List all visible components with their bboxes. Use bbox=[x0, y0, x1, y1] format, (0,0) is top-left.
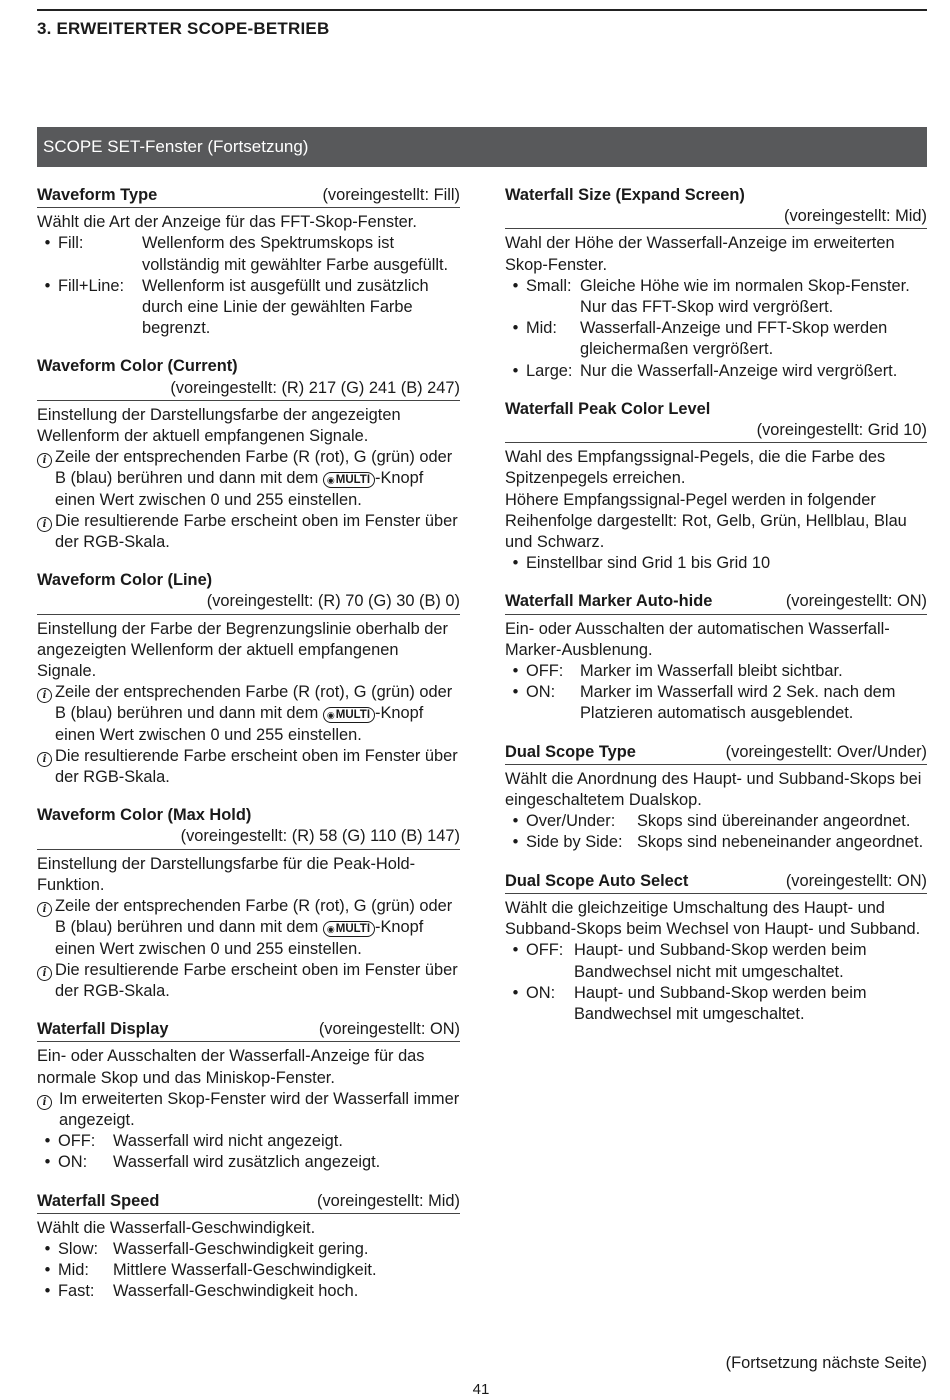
section-heading bbox=[505, 185, 927, 229]
top-rule bbox=[37, 9, 927, 11]
page-number: 41 bbox=[472, 1381, 490, 1398]
section-banner bbox=[37, 127, 927, 167]
info-icon: i bbox=[37, 752, 52, 767]
bullet-icon: • bbox=[512, 812, 519, 831]
note-text: Im erweiterten Skop-Fenster wird der Wasserfall immer angezeigt. bbox=[59, 1089, 460, 1129]
section-peak-color bbox=[505, 399, 927, 575]
list-item bbox=[505, 811, 927, 832]
item-text: Skops sind nebeneinander angeordnet. bbox=[637, 833, 924, 852]
banner-title: SCOPE SET-Fenster (Fortsetzung) bbox=[43, 137, 309, 156]
item-key: Slow: bbox=[58, 1239, 99, 1258]
item-text: Wasserfall-Geschwindigkeit gering. bbox=[113, 1239, 369, 1258]
item-text: Wellenform ist ausgefüllt und zusätzlich durch eine Linie der gewählten Farbe begrenzt. bbox=[142, 276, 429, 338]
section-title: Dual Scope Type bbox=[505, 742, 636, 761]
note-item bbox=[37, 960, 460, 1002]
list-item bbox=[37, 1239, 460, 1260]
section-title: Waterfall Peak Color Level bbox=[505, 399, 711, 418]
section-title: Waterfall Marker Auto-hide bbox=[505, 592, 713, 611]
note-text: Die resultierende Farbe erscheint oben im Fenster über der RGB-Skala. bbox=[55, 746, 458, 787]
list-item bbox=[37, 233, 460, 275]
section-title: Dual Scope Auto Select bbox=[505, 871, 689, 890]
section-default: (voreingestellt: (R) 70 (G) 30 (B) 0) bbox=[206, 592, 460, 611]
list-item bbox=[505, 276, 927, 318]
multi-label: MULTI bbox=[335, 923, 371, 936]
section-heading bbox=[505, 871, 927, 894]
section-description: Einstellung der Farbe der Begrenzungslinie oberhalb der angezeigten Wellenform der aktuell empfangenen Signale. bbox=[37, 619, 448, 681]
section-title: Waterfall Size (Expand Screen) bbox=[505, 186, 745, 204]
section-dual-type bbox=[505, 742, 927, 854]
section-waterfall-speed bbox=[37, 1191, 460, 1303]
section-description: Wahl des Empfangssignal-Pegels, die die Farbe des Spitzenpegels erreichen. bbox=[505, 448, 886, 488]
section-description: Wahl der Höhe der Wasserfall-Anzeige im erweiterten Skop-Fenster. bbox=[505, 234, 895, 274]
note-text: -Knopf einen Wert zwischen 0 und 255 einstellen. bbox=[55, 704, 424, 744]
list-item bbox=[505, 983, 927, 1025]
section-description: Ein- oder Ausschalten der Wasserfall-Anzeige für das normale Skop und das Miniskop-Fenster. bbox=[37, 1047, 425, 1087]
section-title: Waterfall Display bbox=[37, 1020, 169, 1039]
section-heading bbox=[37, 805, 460, 849]
section-description: Wählt die Wasserfall-Geschwindigkeit. bbox=[37, 1218, 316, 1237]
bullet-icon: • bbox=[44, 1261, 51, 1280]
list-item bbox=[505, 553, 927, 574]
item-text: Haupt- und Subband-Skop werden beim Bandwechsel nicht mit umgeschaltet. bbox=[574, 941, 867, 981]
note-item bbox=[37, 746, 460, 788]
section-title: Waveform Color (Max Hold) bbox=[37, 806, 252, 825]
item-key: Mid: bbox=[526, 319, 557, 338]
info-icon: i bbox=[37, 902, 52, 917]
item-key: Over/Under: bbox=[526, 812, 616, 831]
left-column bbox=[37, 185, 460, 1320]
list-item bbox=[37, 1281, 460, 1302]
note-item bbox=[37, 1089, 460, 1131]
section-dual-auto bbox=[505, 871, 927, 1025]
section-description: Wählt die gleichzeitige Umschaltung des Haupt- und Subband-Skops beim Wechsel von Haupt- und Subband. bbox=[505, 898, 921, 939]
list-item bbox=[37, 1152, 460, 1173]
item-text: Wasserfall wird zusätzlich angezeigt. bbox=[113, 1153, 381, 1172]
section-default: (voreingestellt: Mid) bbox=[783, 207, 927, 226]
section-waterfall-size bbox=[505, 185, 927, 382]
item-text: Skops sind übereinander angeordnet. bbox=[637, 812, 911, 831]
list-item bbox=[505, 940, 927, 982]
bullet-icon: • bbox=[512, 276, 519, 295]
note-item bbox=[37, 447, 460, 511]
section-color-maxhold bbox=[37, 805, 460, 1002]
bullet-icon: • bbox=[512, 319, 519, 338]
section-default: (voreingestellt: (R) 217 (G) 241 (B) 247) bbox=[170, 378, 460, 397]
section-description: Ein- oder Ausschalten der automatischen Wasserfall-Marker-Ausblenung. bbox=[505, 619, 890, 659]
item-key: Small: bbox=[526, 276, 572, 295]
section-title: Waveform Color (Line) bbox=[37, 571, 213, 590]
item-key: Side by Side: bbox=[526, 833, 623, 852]
section-description: Einstellung der Darstellungsfarbe für die Peak-Hold-Funktion. bbox=[37, 854, 416, 894]
note-text: -Knopf einen Wert zwischen 0 und 255 einstellen. bbox=[55, 918, 424, 958]
item-text: Gleiche Höhe wie im normalen Skop-Fenster. Nur das FFT-Skop wird vergrößert. bbox=[580, 276, 910, 317]
section-title: Waveform Type bbox=[37, 186, 158, 204]
multi-knob-icon: ◉MULTI bbox=[323, 707, 375, 723]
section-heading bbox=[505, 399, 927, 443]
item-key: Mid: bbox=[58, 1261, 89, 1280]
info-icon: i bbox=[37, 517, 52, 532]
note-item bbox=[37, 511, 460, 553]
note-text: Die resultierende Farbe erscheint oben im Fenster über der RGB-Skala. bbox=[55, 511, 458, 552]
section-color-current bbox=[37, 356, 460, 553]
item-text: Marker im Wasserfall wird 2 Sek. nach dem Platzieren automatisch ausgeblendet. bbox=[580, 683, 896, 723]
section-default: (voreingestellt: Over/Under) bbox=[725, 742, 927, 761]
note-text: Zeile der entsprechenden Farbe (R (rot), G (grün) oder B (blau) berühren und dann mit dem bbox=[55, 897, 453, 937]
item-text: Einstellbar sind Grid 1 bis Grid 10 bbox=[526, 554, 771, 573]
item-key: OFF: bbox=[526, 662, 564, 681]
section-default: (voreingestellt: Mid) bbox=[316, 1191, 460, 1210]
section-description: Wählt die Art der Anzeige für das FFT-Skop-Fenster. bbox=[37, 213, 417, 232]
continued-note: (Fortsetzung nächste Seite) bbox=[725, 1354, 927, 1372]
section-title: Waterfall Speed bbox=[37, 1191, 160, 1210]
item-text: Mittlere Wasserfall-Geschwindigkeit. bbox=[113, 1261, 377, 1280]
section-default: (voreingestellt: ON) bbox=[785, 592, 927, 611]
chapter-heading: 3. ERWEITERTER SCOPE-BETRIEB bbox=[37, 19, 330, 38]
list-item bbox=[505, 361, 927, 382]
item-text: Wellenform des Spektrumskops ist vollständig mit gewählter Farbe ausgefüllt. bbox=[142, 234, 449, 274]
bullet-icon: • bbox=[512, 683, 519, 702]
multi-knob-icon: ◉MULTI bbox=[323, 472, 375, 488]
section-description: Wählt die Anordnung des Haupt- und Subband-Skops bei eingeschaltetem Dualskop. bbox=[505, 769, 922, 810]
list-item bbox=[37, 276, 460, 340]
bullet-icon: • bbox=[512, 941, 519, 960]
bullet-icon: • bbox=[512, 554, 519, 573]
right-column bbox=[505, 185, 927, 1042]
info-icon: i bbox=[37, 688, 52, 703]
multi-label: MULTI bbox=[335, 709, 371, 722]
section-color-line bbox=[37, 570, 460, 788]
bullet-icon: • bbox=[44, 276, 51, 295]
note-text: Die resultierende Farbe erscheint oben im Fenster über der RGB-Skala. bbox=[55, 960, 458, 1000]
item-key: ON: bbox=[526, 683, 556, 702]
list-item bbox=[37, 1131, 460, 1152]
section-default: (voreingestellt: ON) bbox=[318, 1020, 460, 1039]
list-item bbox=[505, 682, 927, 724]
section-marker-autohide bbox=[505, 591, 927, 724]
bullet-icon: • bbox=[44, 1282, 51, 1301]
list-item bbox=[505, 661, 927, 682]
bullet-icon: • bbox=[44, 1239, 51, 1258]
section-waterfall-display bbox=[37, 1019, 460, 1173]
item-text: Haupt- und Subband-Skop werden beim Bandwechsel mit umgeschaltet. bbox=[574, 983, 867, 1023]
note-text: -Knopf einen Wert zwischen 0 und 255 einstellen. bbox=[55, 469, 424, 509]
item-key: OFF: bbox=[58, 1132, 96, 1151]
bullet-icon: • bbox=[512, 983, 519, 1002]
section-heading bbox=[37, 185, 460, 208]
section-default: (voreingestellt: Grid 10) bbox=[756, 421, 927, 440]
item-key: Large: bbox=[526, 361, 573, 380]
item-text: Marker im Wasserfall bleibt sichtbar. bbox=[580, 662, 843, 681]
section-title: Waveform Color (Current) bbox=[37, 357, 238, 376]
item-text: Wasserfall wird nicht angezeigt. bbox=[113, 1132, 343, 1151]
section-waveform-type bbox=[37, 185, 460, 339]
bullet-icon: • bbox=[512, 361, 519, 380]
bullet-icon: • bbox=[44, 1153, 51, 1172]
section-default: (voreingestellt: ON) bbox=[785, 871, 927, 890]
section-default: (voreingestellt: (R) 58 (G) 110 (B) 147) bbox=[180, 827, 460, 846]
section-heading bbox=[37, 1191, 460, 1214]
section-description: Einstellung der Darstellungsfarbe der angezeigten Wellenform der aktuell empfangenen Signale. bbox=[37, 405, 401, 446]
bullet-icon: • bbox=[44, 1132, 51, 1151]
item-key: ON: bbox=[58, 1153, 88, 1172]
info-icon: i bbox=[37, 453, 52, 468]
section-heading bbox=[505, 591, 927, 614]
section-heading bbox=[37, 1019, 460, 1042]
note-text: Zeile der entsprechenden Farbe (R (rot), G (grün) oder B (blau) berühren und dann mit dem bbox=[55, 683, 453, 723]
list-item bbox=[505, 318, 927, 360]
bullet-icon: • bbox=[44, 234, 51, 253]
info-icon: i bbox=[37, 966, 52, 981]
multi-label: MULTI bbox=[335, 474, 371, 487]
section-heading bbox=[37, 356, 460, 400]
section-description: Höhere Empfangssignal-Pegel werden in folgender Reihenfolge dargestellt: Rot, Gelb, Grün, Hellblau, Blau und Schwarz. bbox=[505, 490, 907, 552]
item-key: OFF: bbox=[526, 941, 564, 960]
section-default: (voreingestellt: Fill) bbox=[322, 186, 460, 204]
list-item bbox=[37, 1260, 460, 1281]
item-key: ON: bbox=[526, 983, 556, 1002]
info-icon: i bbox=[37, 1095, 52, 1110]
item-text: Nur die Wasserfall-Anzeige wird vergrößert. bbox=[580, 361, 898, 380]
note-item bbox=[37, 682, 460, 746]
item-key: Fast: bbox=[58, 1282, 95, 1301]
item-key: Fill: bbox=[58, 234, 84, 253]
item-text: Wasserfall-Geschwindigkeit hoch. bbox=[113, 1282, 359, 1301]
multi-knob-icon: ◉MULTI bbox=[323, 921, 375, 937]
section-heading bbox=[37, 570, 460, 614]
bullet-icon: • bbox=[512, 833, 519, 852]
note-text: Zeile der entsprechenden Farbe (R (rot), G (grün) oder B (blau) berühren und dann mit dem bbox=[55, 448, 453, 488]
list-item bbox=[505, 832, 927, 853]
section-heading bbox=[505, 742, 927, 765]
bullet-icon: • bbox=[512, 662, 519, 681]
item-key: Fill+Line: bbox=[58, 276, 125, 295]
item-text: Wasserfall-Anzeige und FFT-Skop werden gleichermaßen vergrößert. bbox=[580, 319, 888, 359]
note-item bbox=[37, 896, 460, 960]
